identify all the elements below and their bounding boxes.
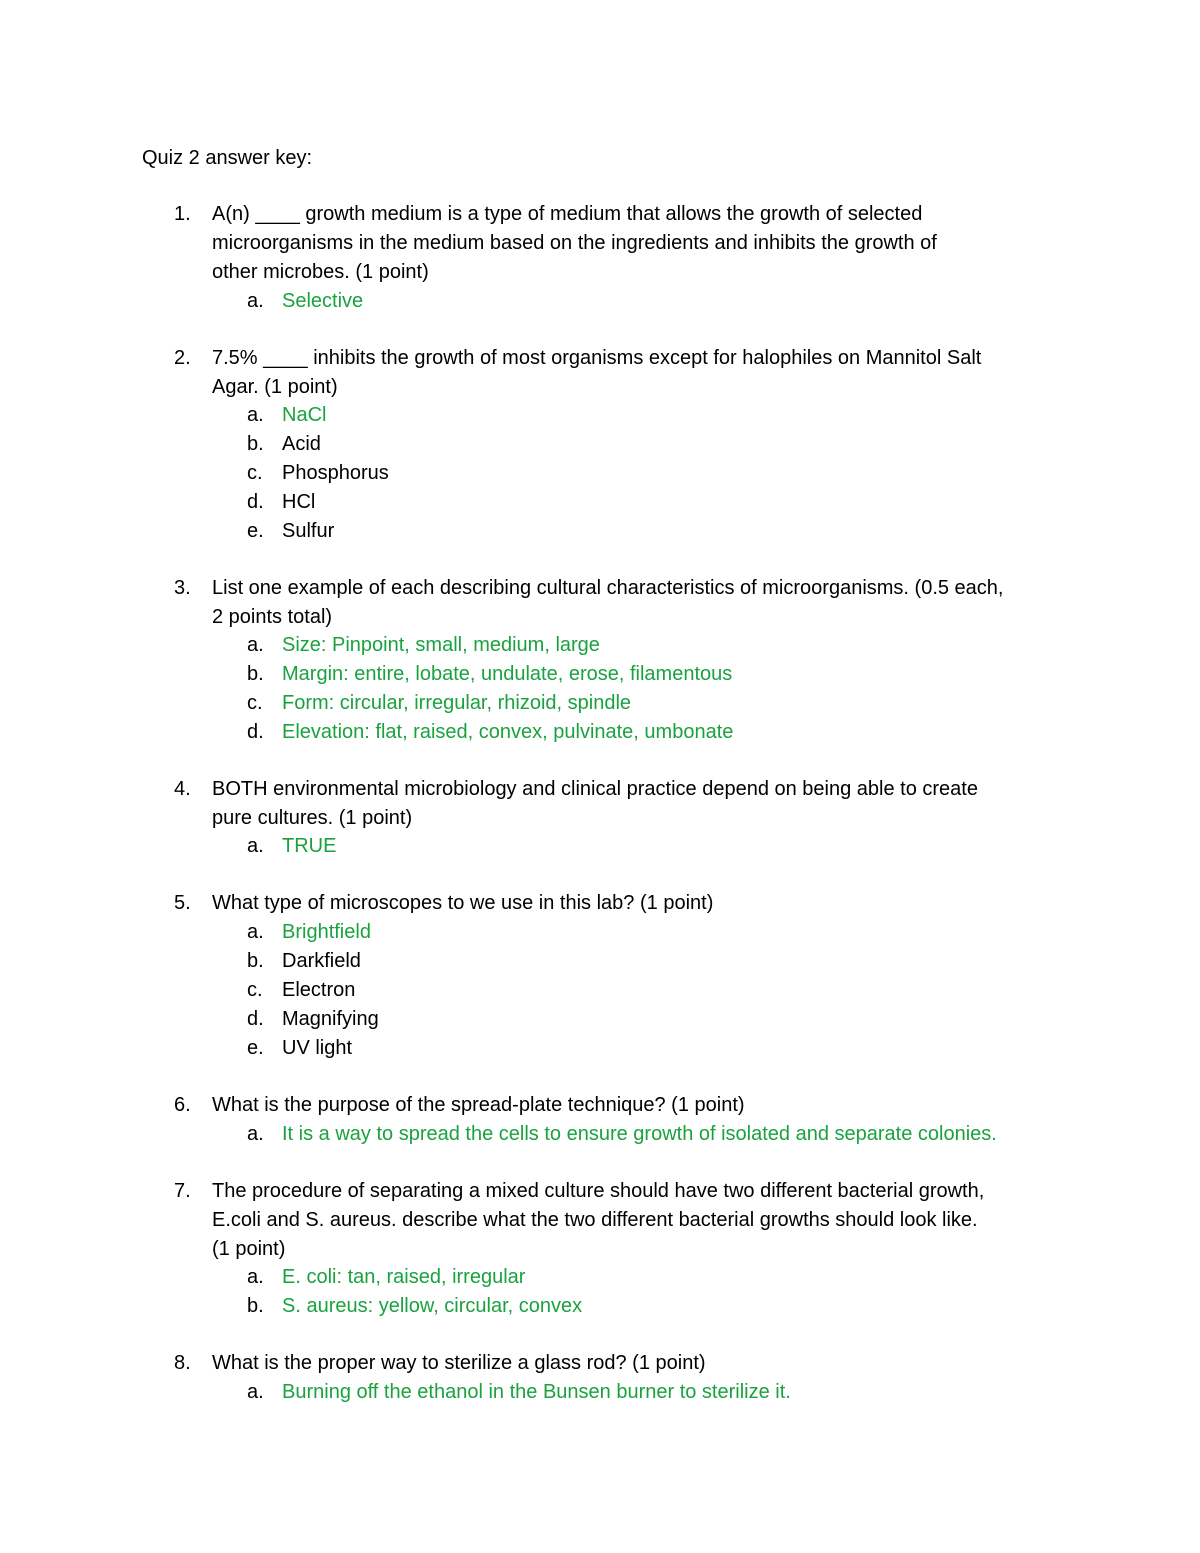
option-text: Acid (282, 433, 321, 455)
answer-option-correct (0, 689, 1200, 718)
answer-option-correct (0, 718, 1200, 747)
option-text: Form: circular, irregular, rhizoid, spindle (282, 692, 632, 714)
answer-option (0, 459, 1200, 488)
option-letter: a. (247, 1381, 264, 1403)
option-text: It is a way to spread the cells to ensure growth of isolated and separate colonies. (282, 1123, 997, 1145)
question-text (212, 1349, 1082, 1378)
question-line: What is the purpose of the spread-plate technique? (1 point) (212, 1094, 745, 1116)
question-line: What is the proper way to sterilize a glass rod? (1 point) (212, 1352, 706, 1374)
option-letter: c. (247, 462, 263, 484)
answer-option-correct (0, 401, 1200, 430)
question-number: 5. (174, 892, 191, 914)
option-text: NaCl (282, 404, 327, 426)
answer-option-correct (0, 631, 1200, 660)
answer-option-correct (0, 1263, 1200, 1292)
question-line: E.coli and S. aureus. describe what the two different bacterial growths should look like. (212, 1209, 978, 1231)
question-line: 2 points total) (212, 606, 333, 628)
option-letter: c. (247, 979, 263, 1001)
option-letter: a. (247, 290, 264, 312)
question-line: pure cultures. (1 point) (212, 807, 413, 829)
option-letter: d. (247, 1008, 264, 1030)
option-text: Brightfield (282, 921, 371, 943)
question-line: The procedure of separating a mixed culture should have two different bacterial growth, (212, 1180, 985, 1202)
question-text (212, 1177, 1082, 1264)
question-line: (1 point) (212, 1238, 286, 1260)
answer-option (0, 947, 1200, 976)
question-text (212, 344, 1082, 402)
answer-option-correct (0, 287, 1200, 316)
option-text: Margin: entire, lobate, undulate, erose, filamentous (282, 663, 733, 685)
option-text: HCl (282, 491, 316, 513)
option-text: Sulfur (282, 520, 335, 542)
question-number: 2. (174, 347, 191, 369)
answer-options (0, 918, 1200, 1063)
answer-options (0, 1263, 1200, 1321)
question-line: 7.5% ____ inhibits the growth of most organisms except for halophiles on Mannitol Salt (212, 347, 982, 369)
question-text (212, 574, 1082, 632)
answer-options (0, 1378, 1200, 1407)
option-text: Burning off the ethanol in the Bunsen burner to sterilize it. (282, 1381, 791, 1403)
option-text: Phosphorus (282, 462, 389, 484)
option-letter: a. (247, 1266, 264, 1288)
option-letter: b. (247, 663, 264, 685)
question-text (212, 775, 1082, 833)
question-line: BOTH environmental microbiology and clinical practice depend on being able to create (212, 778, 978, 800)
answer-option-correct (0, 660, 1200, 689)
answer-options (0, 287, 1200, 316)
answer-options (0, 1120, 1200, 1149)
question-number: 8. (174, 1352, 191, 1374)
option-letter: b. (247, 433, 264, 455)
question-text (212, 1091, 1082, 1120)
option-letter: e. (247, 1037, 264, 1059)
option-text: S. aureus: yellow, circular, convex (282, 1295, 583, 1317)
answer-option (0, 488, 1200, 517)
option-text: UV light (282, 1037, 353, 1059)
option-letter: e. (247, 520, 264, 542)
answer-option (0, 517, 1200, 546)
question-line: What type of microscopes to we use in this lab? (1 point) (212, 892, 714, 914)
question-line: Agar. (1 point) (212, 376, 338, 398)
answer-options (0, 631, 1200, 747)
answer-option-correct (0, 1292, 1200, 1321)
question-number: 4. (174, 778, 191, 800)
question-text (212, 200, 1082, 287)
option-letter: d. (247, 721, 264, 743)
question-number: 1. (174, 203, 191, 225)
option-letter: a. (247, 921, 264, 943)
answer-option (0, 1005, 1200, 1034)
page-title: Quiz 2 answer key: (142, 147, 313, 169)
question-line: List one example of each describing cultural characteristics of microorganisms. (0.5 each, (212, 577, 1004, 599)
answer-option (0, 976, 1200, 1005)
option-text: Size: Pinpoint, small, medium, large (282, 634, 600, 656)
option-letter: c. (247, 692, 263, 714)
question-line: microorganisms in the medium based on the ingredients and inhibits the growth of (212, 232, 937, 254)
option-text: Darkfield (282, 950, 361, 972)
option-text: Selective (282, 290, 364, 312)
answer-option-correct (0, 832, 1200, 861)
option-text: Elevation: flat, raised, convex, pulvinate, umbonate (282, 721, 734, 743)
option-letter: a. (247, 404, 264, 426)
option-letter: a. (247, 634, 264, 656)
option-letter: b. (247, 1295, 264, 1317)
option-text: E. coli: tan, raised, irregular (282, 1266, 526, 1288)
question-number: 7. (174, 1180, 191, 1202)
answer-options (0, 832, 1200, 861)
question-number: 6. (174, 1094, 191, 1116)
question-line: A(n) ____ growth medium is a type of medium that allows the growth of selected (212, 203, 923, 225)
answer-option (0, 430, 1200, 459)
option-letter: d. (247, 491, 264, 513)
option-letter: a. (247, 1123, 264, 1145)
option-text: Electron (282, 979, 356, 1001)
question-number: 3. (174, 577, 191, 599)
option-text: Magnifying (282, 1008, 379, 1030)
answer-options (0, 401, 1200, 546)
option-letter: b. (247, 950, 264, 972)
option-text: TRUE (282, 835, 337, 857)
question-line: other microbes. (1 point) (212, 261, 429, 283)
answer-option-correct (0, 1120, 1200, 1149)
answer-option-correct (0, 918, 1200, 947)
option-letter: a. (247, 835, 264, 857)
answer-option (0, 1034, 1200, 1063)
answer-option-correct (0, 1378, 1200, 1407)
question-text (212, 889, 1082, 918)
